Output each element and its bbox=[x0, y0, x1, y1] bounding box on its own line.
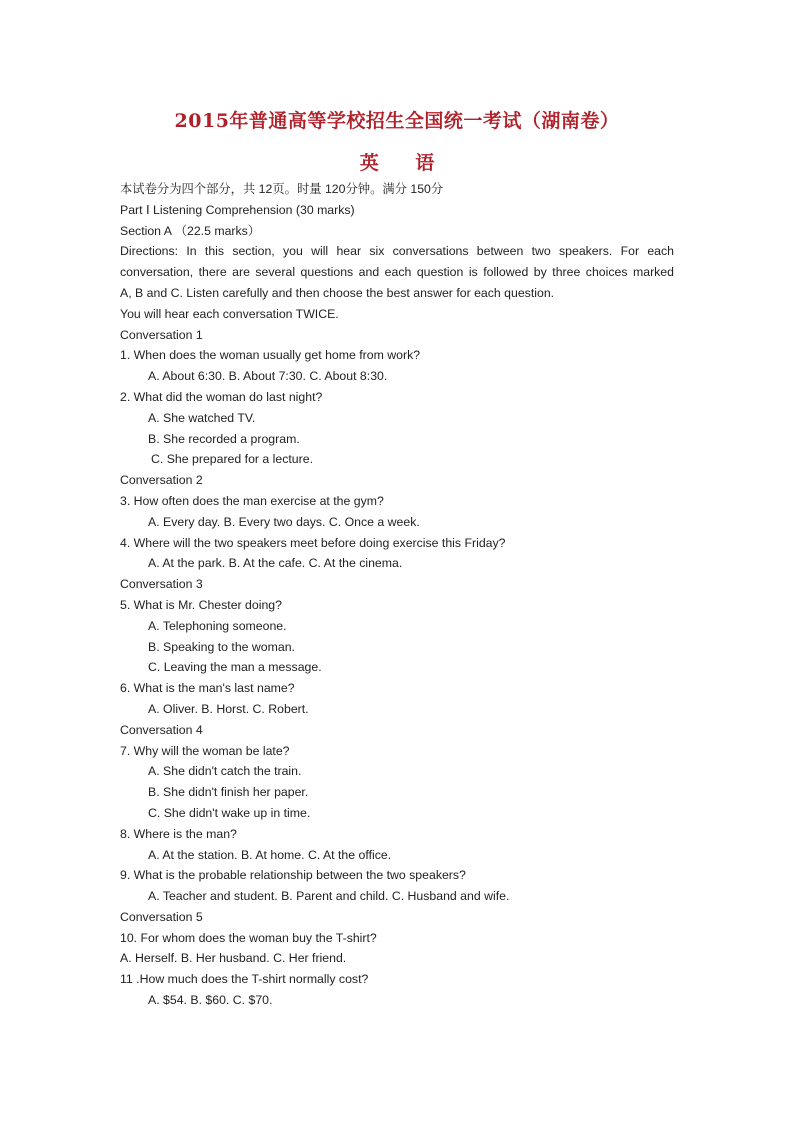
question: 5. What is Mr. Chester doing? bbox=[120, 597, 282, 612]
question: 4. Where will the two speakers meet before doing exercise this Friday? bbox=[120, 535, 506, 550]
question: 9. What is the probable relationship between the two speakers? bbox=[120, 868, 466, 883]
question-options: A. Every day. B. Every two days. C. Once a week. bbox=[148, 514, 420, 529]
subject-title: 英 语 bbox=[359, 152, 435, 174]
directions-line-2: conversation, there are several questions and each question is followed by three choices marked bbox=[120, 265, 674, 280]
exam-body bbox=[120, 179, 674, 1011]
question-option: B. She recorded a program. bbox=[148, 431, 300, 446]
question-options: A. $54. B. $60. C. $70. bbox=[148, 993, 273, 1008]
question-options: A. At the station. B. At home. C. At the office. bbox=[148, 847, 392, 862]
exam-info-line: 本试卷分为四个部分，共 12页。时量 120分钟。满分 150分 bbox=[120, 182, 444, 196]
question: 6. What is the man's last name? bbox=[120, 681, 295, 696]
question-options: A. Herself. B. Her husband. C. Her friend. bbox=[120, 951, 347, 966]
conversation-heading: Conversation 1 bbox=[120, 327, 203, 342]
question-options: A. Oliver. B. Horst. C. Robert. bbox=[148, 701, 309, 716]
question: 2. What did the woman do last night? bbox=[120, 389, 323, 404]
question: 1. When does the woman usually get home from work? bbox=[120, 348, 421, 363]
question-option: C. She prepared for a lecture. bbox=[151, 452, 313, 467]
section-heading: Section A （22.5 marks） bbox=[120, 223, 261, 238]
conversation-heading: Conversation 5 bbox=[120, 909, 203, 924]
question-option: B. She didn't finish her paper. bbox=[148, 785, 309, 800]
question: 8. Where is the man? bbox=[120, 826, 237, 841]
conversation-heading: Conversation 4 bbox=[120, 722, 203, 737]
question-option: A. She watched TV. bbox=[148, 410, 256, 425]
question: 10. For whom does the woman buy the T-shirt? bbox=[120, 930, 377, 945]
twice-note: You will hear each conversation TWICE. bbox=[120, 306, 339, 321]
question-option: A. Telephoning someone. bbox=[148, 618, 287, 633]
question-options: A. Teacher and student. B. Parent and child. C. Husband and wife. bbox=[148, 889, 510, 904]
directions-line-3: A, B and C. Listen carefully and then choose the best answer for each question. bbox=[120, 285, 555, 300]
directions-line-1: Directions: In this section, you will hear six conversations between two speakers. For each bbox=[120, 244, 674, 259]
question: 11 .How much does the T-shirt normally cost? bbox=[120, 972, 369, 987]
question-option: B. Speaking to the woman. bbox=[148, 639, 295, 654]
question: 7. Why will the woman be late? bbox=[120, 743, 290, 758]
exam-title: 2015年普通高等学校招生全国统一考试（湖南卷） bbox=[174, 110, 620, 132]
question: 3. How often does the man exercise at the gym? bbox=[120, 493, 384, 508]
conversation-heading: Conversation 3 bbox=[120, 577, 203, 592]
question-options: A. About 6:30. B. About 7:30. C. About 8:30. bbox=[148, 369, 388, 384]
question-option: C. Leaving the man a message. bbox=[148, 660, 322, 675]
question-option: A. She didn't catch the train. bbox=[148, 764, 302, 779]
question-option: C. She didn't wake up in time. bbox=[148, 805, 311, 820]
part-heading: Part Ⅰ Listening Comprehension (30 marks) bbox=[120, 202, 355, 217]
conversation-heading: Conversation 2 bbox=[120, 473, 203, 488]
question-options: A. At the park. B. At the cafe. C. At the cinema. bbox=[148, 556, 403, 571]
